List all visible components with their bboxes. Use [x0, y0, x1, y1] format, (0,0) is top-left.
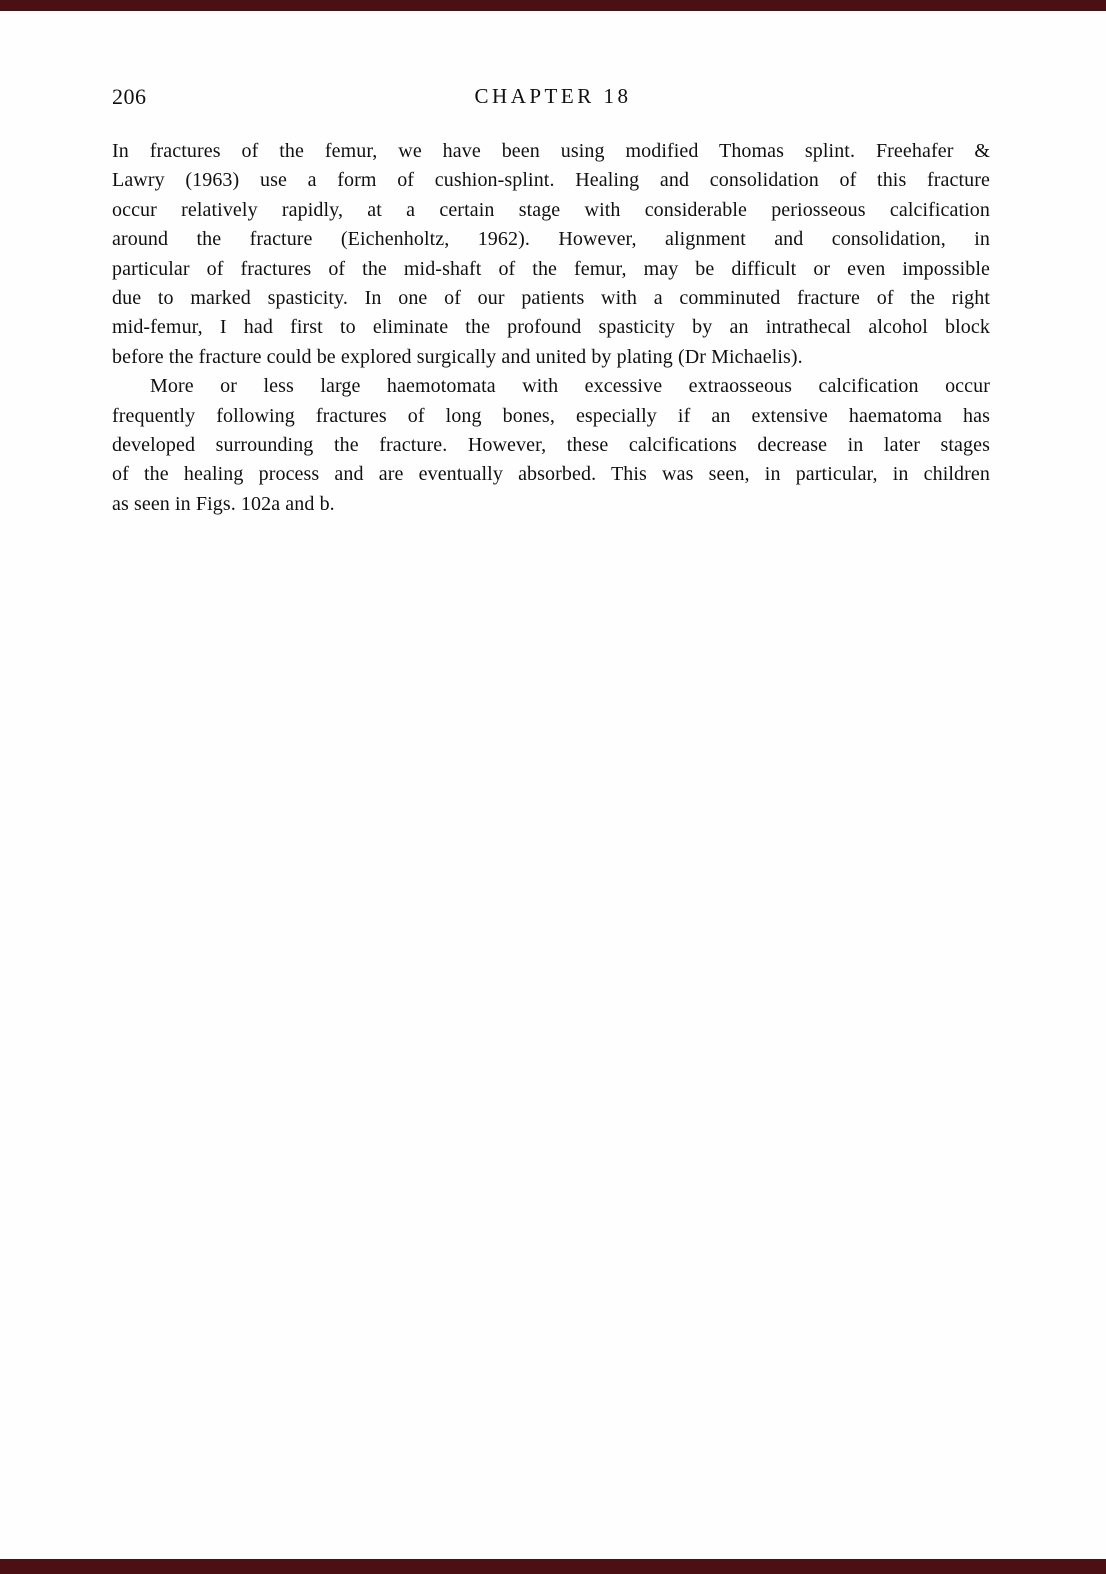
- text-line: particular of fractures of the mid-shaft of the femur, may be difficult or even impossible: [112, 257, 990, 280]
- paragraph: [112, 137, 990, 372]
- text-line: as seen in Figs. 102a and b.: [112, 492, 335, 515]
- chapter-heading: CHAPTER 18: [474, 84, 632, 108]
- text-line: More or less large haemotomata with excessive extraosseous calcification occur: [150, 375, 990, 398]
- text-line: frequently following fractures of long bones, especially if an extensive haematoma has: [112, 404, 990, 427]
- text-line: of the healing process and are eventually absorbed. This was seen, in particular, in children: [112, 463, 990, 486]
- text-line: around the fracture (Eichenholtz, 1962). However, alignment and consolidation, in: [112, 228, 990, 251]
- text-line: due to marked spasticity. In one of our patients with a comminuted fracture of the right: [112, 287, 990, 310]
- text-line: In fractures of the femur, we have been using modified Thomas splint. Freehafer &: [112, 140, 990, 162]
- text-line: occur relatively rapidly, at a certain stage with considerable periosseous calcification: [112, 198, 990, 221]
- body-text: [112, 137, 990, 519]
- scan-edge-bottom: [0, 1559, 1106, 1574]
- paragraph: [112, 372, 990, 519]
- scan-edge-top: [0, 0, 1106, 11]
- text-line: developed surrounding the fracture. However, these calcifications decrease in later stages: [112, 434, 990, 457]
- page-header: [0, 84, 1106, 114]
- text-line: Lawry (1963) use a form of cushion-splint. Healing and consolidation of this fracture: [112, 169, 990, 192]
- text-line: mid-femur, I had first to eliminate the profound spasticity by an intrathecal alcohol block: [112, 316, 990, 339]
- page-number: 206: [112, 84, 147, 109]
- text-line: before the fracture could be explored surgically and united by plating (Dr Michaelis).: [112, 345, 803, 368]
